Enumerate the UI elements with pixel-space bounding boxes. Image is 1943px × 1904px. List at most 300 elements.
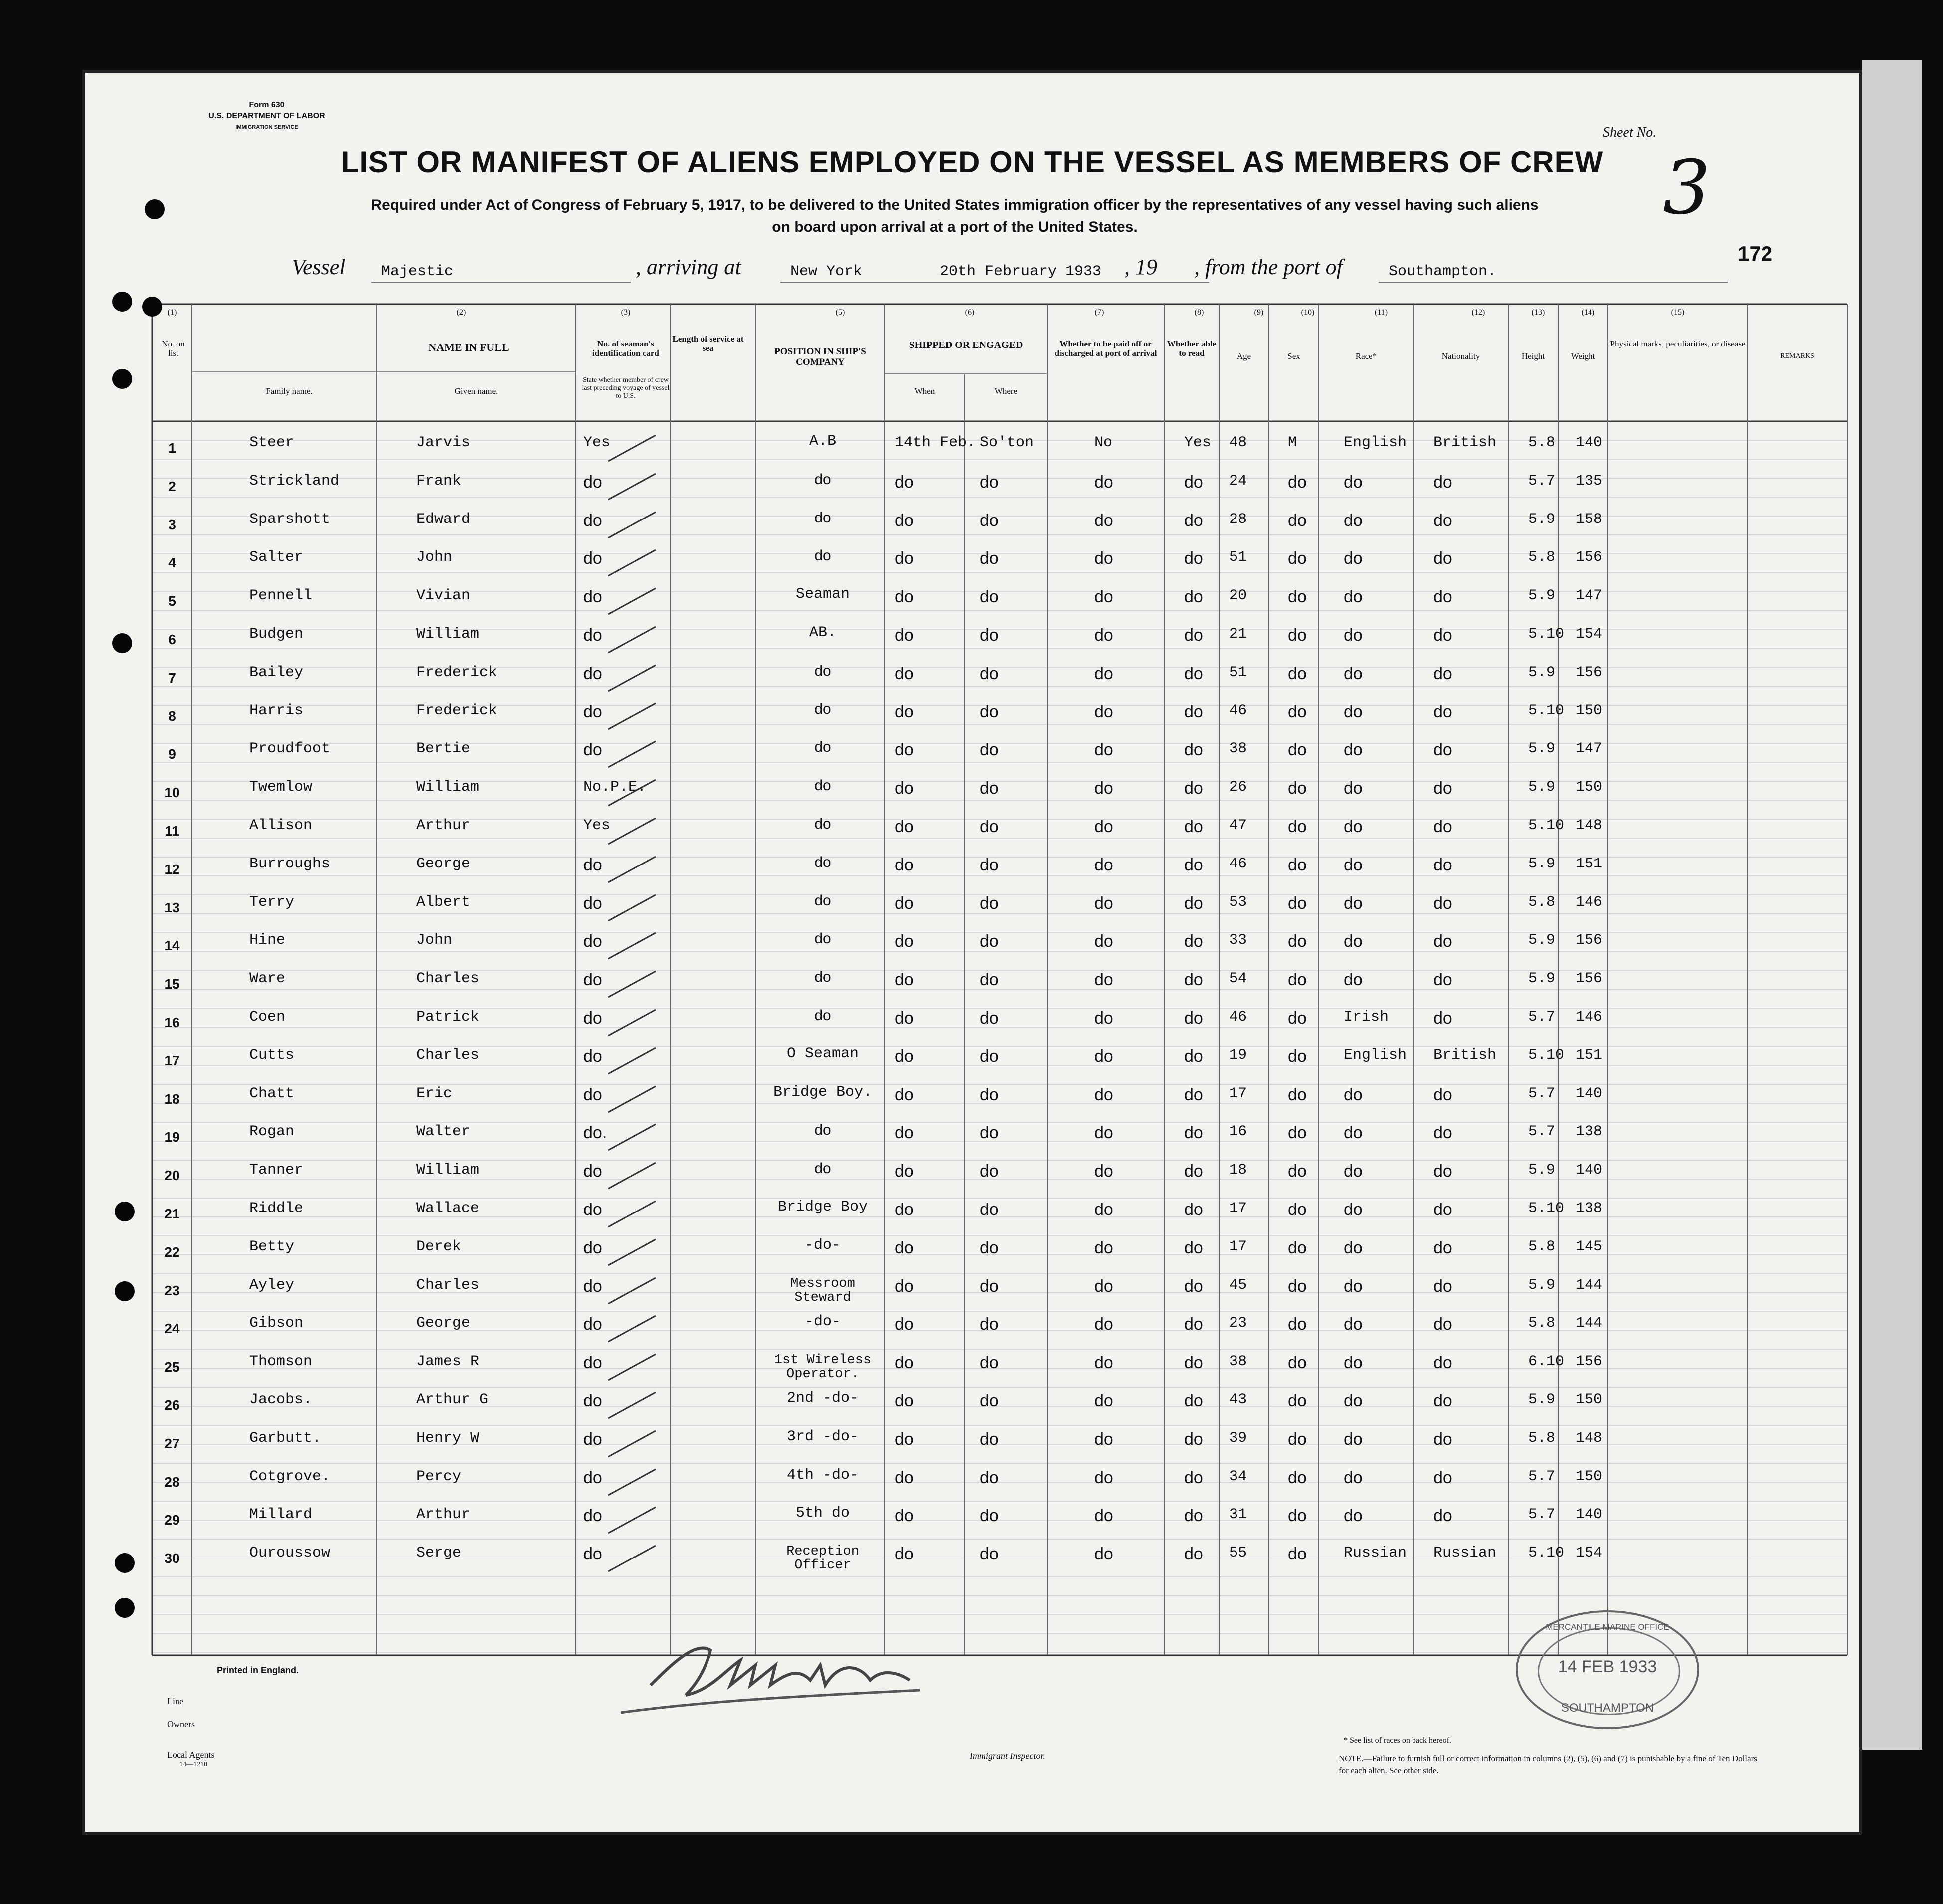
- cell-given-name: Albert: [416, 893, 471, 911]
- row-number: 15: [164, 976, 180, 992]
- cell-given-name: Charles: [416, 970, 480, 988]
- cell-sex: do: [1288, 472, 1307, 492]
- stamp-date: 14 FEB 1933: [1558, 1657, 1657, 1676]
- inspector-label: Immigrant Inspector.: [970, 1751, 1045, 1761]
- cell-height: 5.9: [1528, 511, 1556, 528]
- cell-age: 20: [1229, 587, 1247, 605]
- cell-previous-voyage: do: [583, 664, 602, 683]
- check-mark-icon: [606, 470, 661, 505]
- vessel-label: Vessel: [292, 255, 346, 279]
- cell-family-name: Rogan: [249, 1123, 295, 1141]
- header-shipped: SHIPPED OR ENGAGED: [909, 340, 1023, 350]
- cell-previous-voyage: Yes: [583, 434, 611, 451]
- cell-given-name: John: [416, 549, 453, 566]
- cell-able-to-read: Yes: [1184, 434, 1212, 451]
- cell-height: 5.9: [1528, 1276, 1556, 1294]
- cell-nationality: do: [1433, 893, 1452, 913]
- cell-height: 5.10: [1528, 817, 1565, 834]
- row-number: 22: [164, 1244, 180, 1260]
- col-num-6: (6): [965, 308, 975, 317]
- row-number: 18: [164, 1091, 180, 1107]
- cell-able-to-read: do: [1184, 511, 1203, 530]
- cell-position: do: [814, 1122, 831, 1139]
- check-mark-icon: [606, 623, 661, 658]
- col-num-5: (5): [835, 308, 845, 317]
- cell-position: AB.: [809, 624, 836, 641]
- cell-race: do: [1344, 1468, 1363, 1487]
- cell-shipped-when: do: [895, 1545, 914, 1564]
- cell-nationality: do: [1433, 1085, 1452, 1104]
- cell-able-to-read: do: [1184, 1123, 1203, 1143]
- cell-shipped-when: do: [895, 1506, 914, 1526]
- cell-previous-voyage: do: [583, 970, 602, 990]
- cell-given-name: Vivian: [416, 587, 471, 605]
- col-num-10: (10): [1301, 308, 1315, 317]
- cell-sex: do: [1288, 1468, 1307, 1487]
- punch-hole: [145, 199, 165, 219]
- cell-height: 5.9: [1528, 779, 1556, 796]
- cell-paid-off: do: [1094, 779, 1113, 798]
- cell-previous-voyage: do: [583, 1429, 602, 1449]
- cell-nationality: do: [1433, 1009, 1452, 1028]
- check-mark-icon: [606, 776, 661, 811]
- cell-sex: do: [1288, 1315, 1307, 1334]
- form-service: IMMIGRATION SERVICE: [235, 124, 298, 130]
- cell-nationality: do: [1433, 626, 1452, 645]
- cell-previous-voyage: do: [583, 1085, 602, 1104]
- cell-sex: do: [1288, 1238, 1307, 1257]
- cell-sex: do: [1288, 970, 1307, 990]
- cell-able-to-read: do: [1184, 1200, 1203, 1219]
- cell-height: 5.10: [1528, 1046, 1565, 1064]
- check-mark-icon: [606, 661, 661, 696]
- cell-age: 33: [1229, 932, 1247, 949]
- cell-race: do: [1344, 970, 1363, 990]
- cell-paid-off: do: [1094, 1085, 1113, 1104]
- cell-able-to-read: do: [1184, 817, 1203, 836]
- cell-shipped-where: do: [980, 702, 999, 721]
- cell-weight: 156: [1576, 664, 1603, 681]
- cell-paid-off: do: [1094, 817, 1113, 836]
- cell-shipped-when: do: [895, 893, 914, 913]
- manifest-sheet: [82, 70, 1862, 1835]
- cell-weight: 151: [1576, 855, 1603, 872]
- subtitle-line-1: Required under Act of Congress of February 5, 1917, to be delivered to the United States immigration officer by the representatives of any vessel having such aliens: [371, 197, 1539, 213]
- cell-family-name: Thomson: [249, 1353, 313, 1371]
- cell-able-to-read: do: [1184, 779, 1203, 798]
- row-number: 29: [164, 1512, 180, 1528]
- cell-previous-voyage: do: [583, 932, 602, 951]
- cell-race: do: [1344, 893, 1363, 913]
- cell-family-name: Salter: [249, 549, 304, 566]
- arrival-date: 20th February 1933: [940, 263, 1102, 280]
- cell-previous-voyage: do: [583, 702, 602, 721]
- cell-shipped-when: do: [895, 740, 914, 760]
- cell-weight: 148: [1576, 1429, 1603, 1447]
- col-num-8: (8): [1194, 308, 1204, 317]
- cell-able-to-read: do: [1184, 1506, 1203, 1526]
- cell-height: 5.9: [1528, 970, 1556, 988]
- cell-weight: 138: [1576, 1123, 1603, 1141]
- cell-previous-voyage: do: [583, 855, 602, 874]
- check-mark-icon: [606, 1542, 661, 1576]
- cell-able-to-read: do: [1184, 970, 1203, 990]
- cell-race: do: [1344, 626, 1363, 645]
- cell-race: do: [1344, 932, 1363, 951]
- cell-height: 5.9: [1528, 1162, 1556, 1179]
- cell-given-name: Henry W: [416, 1429, 480, 1447]
- cell-shipped-where: do: [980, 1506, 999, 1526]
- cell-family-name: Proudfoot: [249, 740, 331, 758]
- cell-weight: 156: [1576, 549, 1603, 566]
- punch-hole: [112, 369, 132, 389]
- cell-age: 47: [1229, 817, 1247, 834]
- check-mark-icon: [606, 1120, 661, 1155]
- col-num-14: (14): [1581, 308, 1595, 317]
- cell-weight: 151: [1576, 1046, 1603, 1064]
- cell-previous-voyage: do: [583, 1315, 602, 1334]
- check-mark-icon: [606, 1006, 661, 1040]
- cell-nationality: do: [1433, 1429, 1452, 1449]
- cell-able-to-read: do: [1184, 1315, 1203, 1334]
- cell-age: 19: [1229, 1046, 1247, 1064]
- cell-age: 17: [1229, 1200, 1247, 1217]
- cell-height: 5.9: [1528, 740, 1556, 758]
- cell-race: do: [1344, 511, 1363, 530]
- cell-race: Irish: [1344, 1009, 1389, 1026]
- cell-nationality: do: [1433, 1506, 1452, 1526]
- row-number: 16: [164, 1015, 180, 1030]
- cell-race: do: [1344, 1506, 1363, 1526]
- cell-able-to-read: do: [1184, 1391, 1203, 1410]
- cell-position: do: [814, 1007, 831, 1024]
- col-num-15: (15): [1671, 308, 1685, 317]
- cell-race: do: [1344, 1200, 1363, 1219]
- cell-age: 46: [1229, 855, 1247, 872]
- cell-shipped-when: do: [895, 664, 914, 683]
- cell-shipped-when: do: [895, 817, 914, 836]
- cell-sex: do: [1288, 740, 1307, 760]
- from-port-label: , from the port of: [1194, 255, 1343, 279]
- cell-previous-voyage: do: [583, 1545, 602, 1564]
- cell-shipped-when: do: [895, 1391, 914, 1410]
- cell-sex: do: [1288, 1353, 1307, 1373]
- cell-weight: 150: [1576, 702, 1603, 719]
- cell-shipped-where: do: [980, 1276, 999, 1296]
- check-mark-icon: [606, 1350, 661, 1385]
- page-title: LIST OR MANIFEST OF ALIENS EMPLOYED ON THE VESSEL AS MEMBERS OF CREW: [341, 145, 1604, 178]
- cell-age: 21: [1229, 626, 1247, 643]
- cell-race: do: [1344, 1429, 1363, 1449]
- cell-race: do: [1344, 472, 1363, 492]
- cell-given-name: John: [416, 932, 453, 949]
- header-height: Height: [1521, 351, 1545, 361]
- cell-sex: do: [1288, 1545, 1307, 1564]
- cell-height: 5.7: [1528, 1009, 1556, 1026]
- cell-position: Reception Officer: [786, 1544, 859, 1573]
- cell-weight: 150: [1576, 1391, 1603, 1408]
- cell-position: do: [814, 892, 831, 909]
- cell-sex: do: [1288, 1162, 1307, 1181]
- cell-shipped-where: do: [980, 626, 999, 645]
- cell-age: 48: [1229, 434, 1247, 451]
- cell-family-name: Jacobs.: [249, 1391, 313, 1408]
- check-mark-icon: [606, 1044, 661, 1079]
- check-mark-icon: [606, 967, 661, 1002]
- mercantile-marine-stamp: [1516, 1610, 1699, 1729]
- cell-given-name: Wallace: [416, 1200, 480, 1217]
- check-mark-icon: [606, 1197, 661, 1232]
- cell-previous-voyage: do: [583, 1162, 602, 1181]
- cell-shipped-when: do: [895, 1200, 914, 1219]
- form-dept: U.S. DEPARTMENT OF LABOR: [208, 112, 325, 120]
- check-mark-icon: [606, 891, 661, 926]
- cell-weight: 158: [1576, 511, 1603, 528]
- cell-able-to-read: do: [1184, 664, 1203, 683]
- cell-paid-off: do: [1094, 893, 1113, 913]
- cell-weight: 138: [1576, 1200, 1603, 1217]
- cell-paid-off: do: [1094, 1545, 1113, 1564]
- cell-paid-off: do: [1094, 1353, 1113, 1373]
- cell-sex: do: [1288, 1085, 1307, 1104]
- row-number: 13: [164, 899, 180, 915]
- cell-paid-off: do: [1094, 1391, 1113, 1410]
- cell-shipped-when: do: [895, 1123, 914, 1143]
- cell-previous-voyage: Yes: [583, 817, 611, 834]
- cell-race: do: [1344, 1353, 1363, 1373]
- cell-family-name: Coen: [249, 1009, 286, 1026]
- cell-age: 38: [1229, 740, 1247, 758]
- cell-sex: do: [1288, 1429, 1307, 1449]
- cell-shipped-when: do: [895, 1315, 914, 1334]
- cell-paid-off: do: [1094, 1123, 1113, 1143]
- cell-sex: do: [1288, 626, 1307, 645]
- cell-race: do: [1344, 1391, 1363, 1410]
- row-number: 19: [164, 1129, 180, 1145]
- cell-paid-off: do: [1094, 932, 1113, 951]
- cell-shipped-when: do: [895, 970, 914, 990]
- header-given-name: Given name.: [454, 386, 498, 396]
- cell-sex: do: [1288, 1123, 1307, 1143]
- cell-previous-voyage: do: [583, 1200, 602, 1219]
- cell-weight: 154: [1576, 1545, 1603, 1562]
- cell-age: 28: [1229, 511, 1247, 528]
- cell-shipped-where: do: [980, 1429, 999, 1449]
- cell-shipped-when: do: [895, 1162, 914, 1181]
- cell-age: 43: [1229, 1391, 1247, 1408]
- row-number: 25: [164, 1359, 180, 1375]
- agents-label: Local Agents: [167, 1750, 215, 1760]
- cell-age: 46: [1229, 1009, 1247, 1026]
- cell-family-name: Harris: [249, 702, 304, 719]
- cell-height: 5.9: [1528, 855, 1556, 872]
- cell-weight: 146: [1576, 1009, 1603, 1026]
- arriving-label: , arriving at: [636, 255, 741, 279]
- cell-race: do: [1344, 664, 1363, 683]
- arrival-port: New York: [790, 263, 863, 280]
- cell-weight: 144: [1576, 1315, 1603, 1332]
- cell-weight: 140: [1576, 1506, 1603, 1524]
- cell-position: do: [814, 509, 831, 526]
- punch-hole: [115, 1553, 135, 1573]
- cell-paid-off: do: [1094, 740, 1113, 760]
- cell-position: do: [814, 547, 831, 564]
- printed-in: Printed in England.: [217, 1665, 299, 1675]
- cell-family-name: Ware: [249, 970, 286, 988]
- row-number: 24: [164, 1321, 180, 1337]
- cell-nationality: do: [1433, 1276, 1452, 1296]
- cell-position: -do-: [804, 1236, 841, 1254]
- cell-paid-off: No: [1094, 434, 1113, 451]
- cell-age: 31: [1229, 1506, 1247, 1524]
- row-number: 30: [164, 1551, 180, 1566]
- col-num-7: (7): [1094, 308, 1104, 317]
- cell-age: 34: [1229, 1468, 1247, 1485]
- cell-height: 5.8: [1528, 893, 1556, 911]
- cell-shipped-when: do: [895, 1468, 914, 1487]
- cell-age: 55: [1229, 1545, 1247, 1562]
- cell-height: 5.10: [1528, 1545, 1565, 1562]
- cell-paid-off: do: [1094, 1009, 1113, 1028]
- cell-paid-off: do: [1094, 1200, 1113, 1219]
- cell-shipped-where: do: [980, 549, 999, 568]
- cell-position: do: [814, 930, 831, 947]
- check-mark-icon: [606, 814, 661, 849]
- check-mark-icon: [606, 737, 661, 772]
- cell-able-to-read: do: [1184, 702, 1203, 721]
- cell-given-name: Charles: [416, 1046, 480, 1064]
- cell-sex: do: [1288, 893, 1307, 913]
- cell-height: 5.8: [1528, 549, 1556, 566]
- cell-nationality: do: [1433, 1238, 1452, 1257]
- check-mark-icon: [606, 1465, 661, 1500]
- cell-previous-voyage: do: [583, 1391, 602, 1410]
- cell-shipped-when: do: [895, 932, 914, 951]
- cell-height: 5.10: [1528, 702, 1565, 719]
- cell-family-name: Sparshott: [249, 511, 331, 528]
- cell-shipped-where: do: [980, 1200, 999, 1219]
- cell-position: do: [814, 471, 831, 488]
- cell-given-name: Jarvis: [416, 434, 471, 451]
- header-paid-off: Whether to be paid off or discharged at port of arrival: [1054, 339, 1157, 358]
- cell-family-name: Ouroussow: [249, 1545, 331, 1562]
- check-mark-icon: [606, 431, 661, 466]
- cell-previous-voyage: do: [583, 587, 602, 607]
- cell-able-to-read: do: [1184, 626, 1203, 645]
- cell-nationality: do: [1433, 970, 1452, 990]
- cell-previous-voyage: do: [583, 1506, 602, 1526]
- row-number: 3: [168, 517, 176, 532]
- cell-nationality: do: [1433, 1468, 1452, 1487]
- cell-family-name: Cutts: [249, 1046, 295, 1064]
- cell-sex: do: [1288, 817, 1307, 836]
- cell-sex: do: [1288, 1391, 1307, 1410]
- cell-race: Russian: [1344, 1545, 1407, 1562]
- cell-family-name: Bailey: [249, 664, 304, 681]
- cell-position: O Seaman: [786, 1045, 859, 1062]
- cell-sex: do: [1288, 932, 1307, 951]
- cell-given-name: Charles: [416, 1276, 480, 1294]
- cell-weight: 156: [1576, 970, 1603, 988]
- row-number: 17: [164, 1052, 180, 1068]
- check-mark-icon: [606, 1274, 661, 1309]
- col-num-1: (1): [167, 308, 177, 317]
- cell-able-to-read: do: [1184, 1353, 1203, 1373]
- cell-family-name: Steer: [249, 434, 295, 451]
- cell-height: 5.9: [1528, 664, 1556, 681]
- cell-position: 2nd -do-: [786, 1390, 859, 1407]
- cell-previous-voyage: do: [583, 1468, 602, 1487]
- cell-race: do: [1344, 817, 1363, 836]
- form-number: Form 630: [249, 101, 285, 109]
- cell-family-name: Strickland: [249, 472, 340, 490]
- cell-nationality: do: [1433, 1162, 1452, 1181]
- cell-race: do: [1344, 1276, 1363, 1296]
- cell-sex: do: [1288, 1276, 1307, 1296]
- cell-previous-voyage: do: [583, 511, 602, 530]
- cell-shipped-where: do: [980, 1046, 999, 1066]
- cell-race: do: [1344, 1162, 1363, 1181]
- punch-hole: [115, 1202, 135, 1221]
- col-num-9: (9): [1254, 308, 1264, 317]
- cell-shipped-where: do: [980, 1468, 999, 1487]
- cell-given-name: Derek: [416, 1238, 462, 1255]
- cell-able-to-read: do: [1184, 1545, 1203, 1564]
- cell-paid-off: do: [1094, 1506, 1113, 1526]
- cell-family-name: Gibson: [249, 1315, 304, 1332]
- cell-able-to-read: do: [1184, 1162, 1203, 1181]
- cell-nationality: Russian: [1433, 1545, 1497, 1562]
- cell-nationality: do: [1433, 702, 1452, 721]
- cell-race: do: [1344, 1123, 1363, 1143]
- cell-age: 26: [1229, 779, 1247, 796]
- cell-race: do: [1344, 587, 1363, 607]
- cell-race: do: [1344, 740, 1363, 760]
- cell-shipped-where: So'ton: [980, 434, 1034, 451]
- cell-race: do: [1344, 855, 1363, 874]
- adjacent-page-edge: [1862, 60, 1922, 1750]
- cell-shipped-where: do: [980, 893, 999, 913]
- check-mark-icon: [606, 508, 661, 543]
- cell-age: 17: [1229, 1085, 1247, 1102]
- cell-height: 5.8: [1528, 434, 1556, 451]
- cell-shipped-when: do: [895, 587, 914, 607]
- cell-paid-off: do: [1094, 1429, 1113, 1449]
- cell-family-name: Tanner: [249, 1162, 304, 1179]
- col-num-11: (11): [1374, 308, 1388, 317]
- cell-family-name: Twemlow: [249, 779, 313, 796]
- cell-position: do: [814, 1160, 831, 1177]
- check-mark-icon: [606, 1159, 661, 1194]
- cell-shipped-where: do: [980, 779, 999, 798]
- cell-nationality: do: [1433, 855, 1452, 874]
- cell-age: 51: [1229, 664, 1247, 681]
- cell-shipped-when: do: [895, 549, 914, 568]
- cell-height: 5.10: [1528, 626, 1565, 643]
- cell-age: 38: [1229, 1353, 1247, 1371]
- cell-height: 5.9: [1528, 587, 1556, 605]
- cell-position: do: [814, 662, 831, 679]
- cell-shipped-where: do: [980, 932, 999, 951]
- row-number: 4: [168, 555, 176, 571]
- cell-nationality: do: [1433, 472, 1452, 492]
- cell-previous-voyage: do: [583, 1353, 602, 1373]
- cell-given-name: George: [416, 1315, 471, 1332]
- cell-paid-off: do: [1094, 1315, 1113, 1334]
- cell-shipped-where: do: [980, 587, 999, 607]
- cell-age: 54: [1229, 970, 1247, 988]
- header-when: When: [914, 386, 935, 396]
